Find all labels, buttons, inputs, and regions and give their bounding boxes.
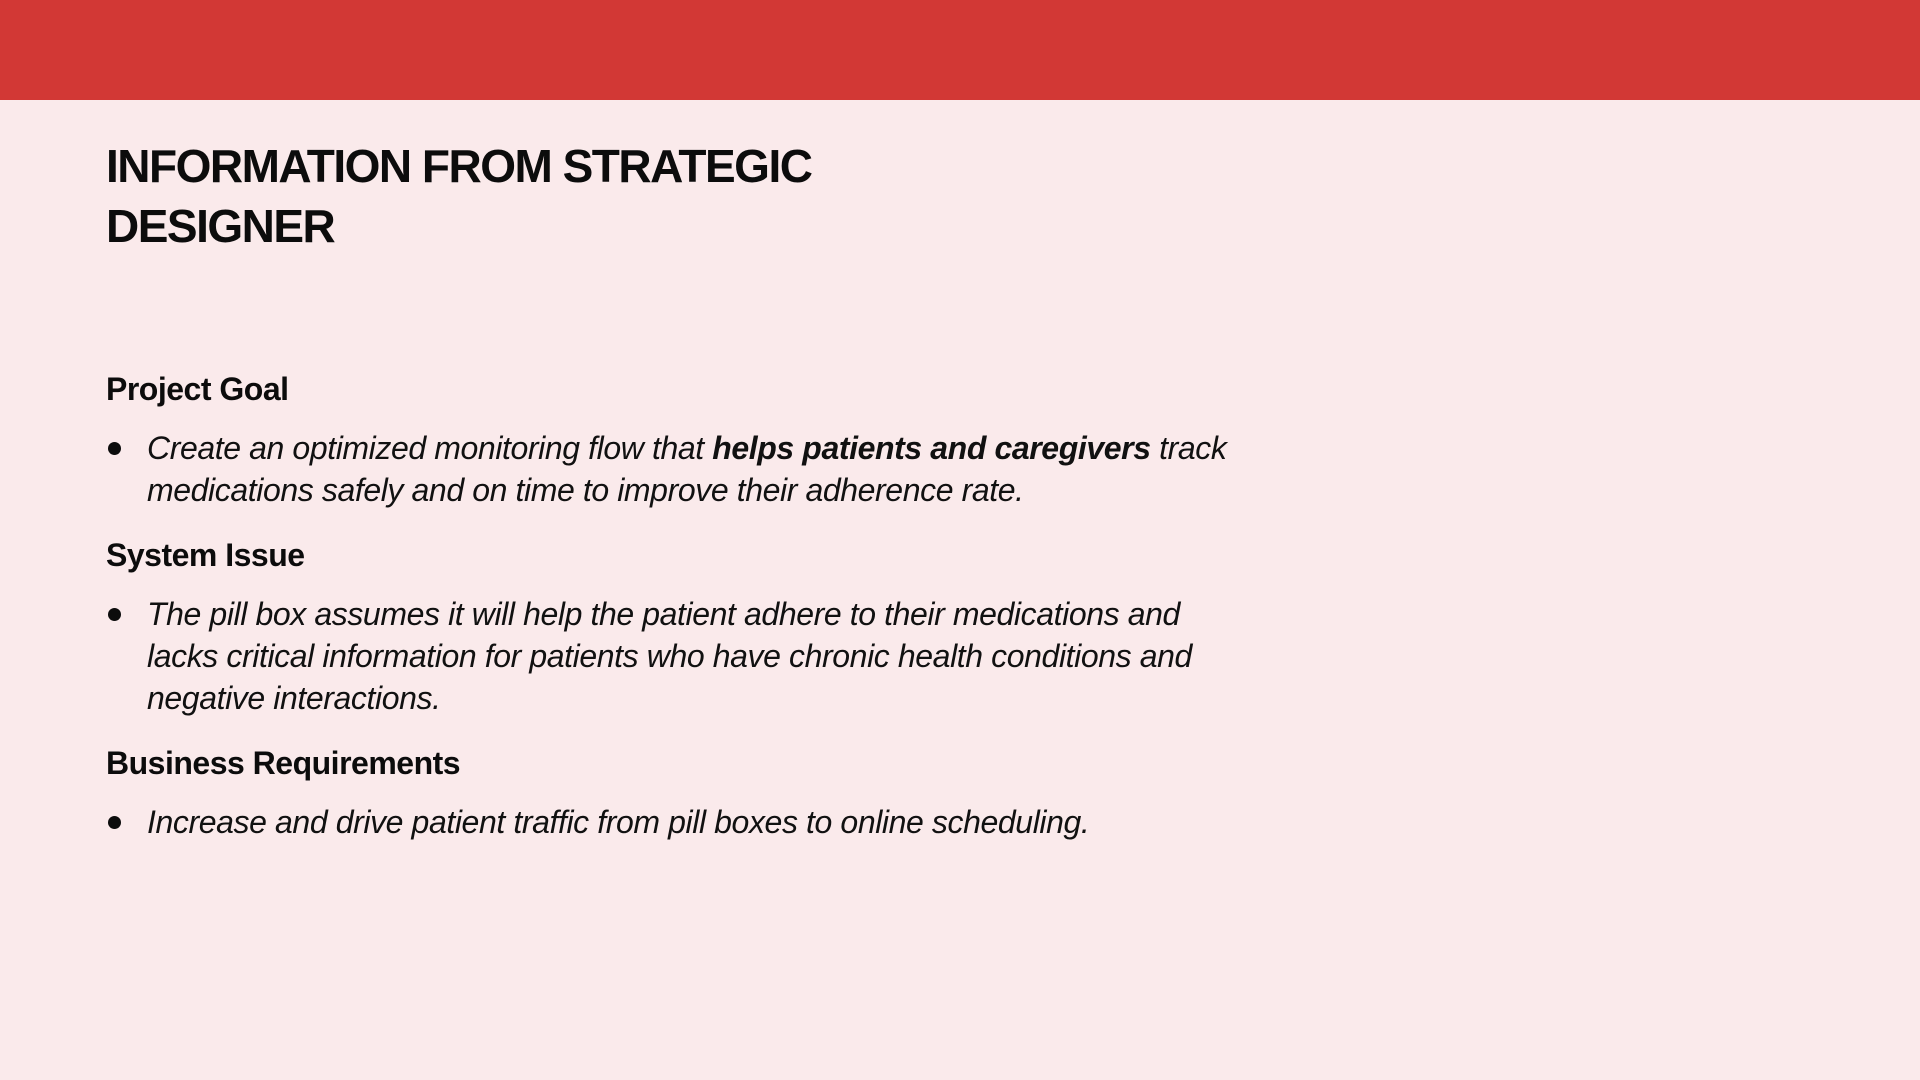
slide-title <box>106 136 1006 256</box>
section-heading-system-issue: System Issue <box>106 537 305 573</box>
section-heading-business-requirements: Business Requirements <box>106 745 461 781</box>
system-issue-list <box>106 593 1256 719</box>
list-item <box>106 801 1256 843</box>
slide-title-line-2: DESIGNER <box>106 200 335 252</box>
header-band <box>0 0 1920 100</box>
bullet-text: The pill box assumes it will help the patient adhere to their medications and lacks critical information for patients who have chronic health conditions and negative interactions. <box>147 596 1192 716</box>
bullet-text: Increase and drive patient traffic from pill boxes to online scheduling. <box>147 804 1090 840</box>
section-heading-project-goal: Project Goal <box>106 371 289 407</box>
slide-content <box>106 365 1256 863</box>
list-item <box>106 427 1256 511</box>
business-requirements-list <box>106 801 1256 843</box>
bullet-text: Create an optimized monitoring flow that <box>147 430 713 466</box>
bullet-text-continued: track medications safely and on time to improve their adherence rate. <box>147 430 1227 508</box>
bullet-dot-icon <box>108 608 121 621</box>
project-goal-list <box>106 427 1256 511</box>
list-item <box>106 593 1256 719</box>
bullet-dot-icon <box>108 816 121 829</box>
bullet-dot-icon <box>108 442 121 455</box>
bullet-bold-text: helps patients and caregivers <box>712 430 1151 466</box>
slide-title-line-1: INFORMATION FROM STRATEGIC <box>106 140 812 192</box>
